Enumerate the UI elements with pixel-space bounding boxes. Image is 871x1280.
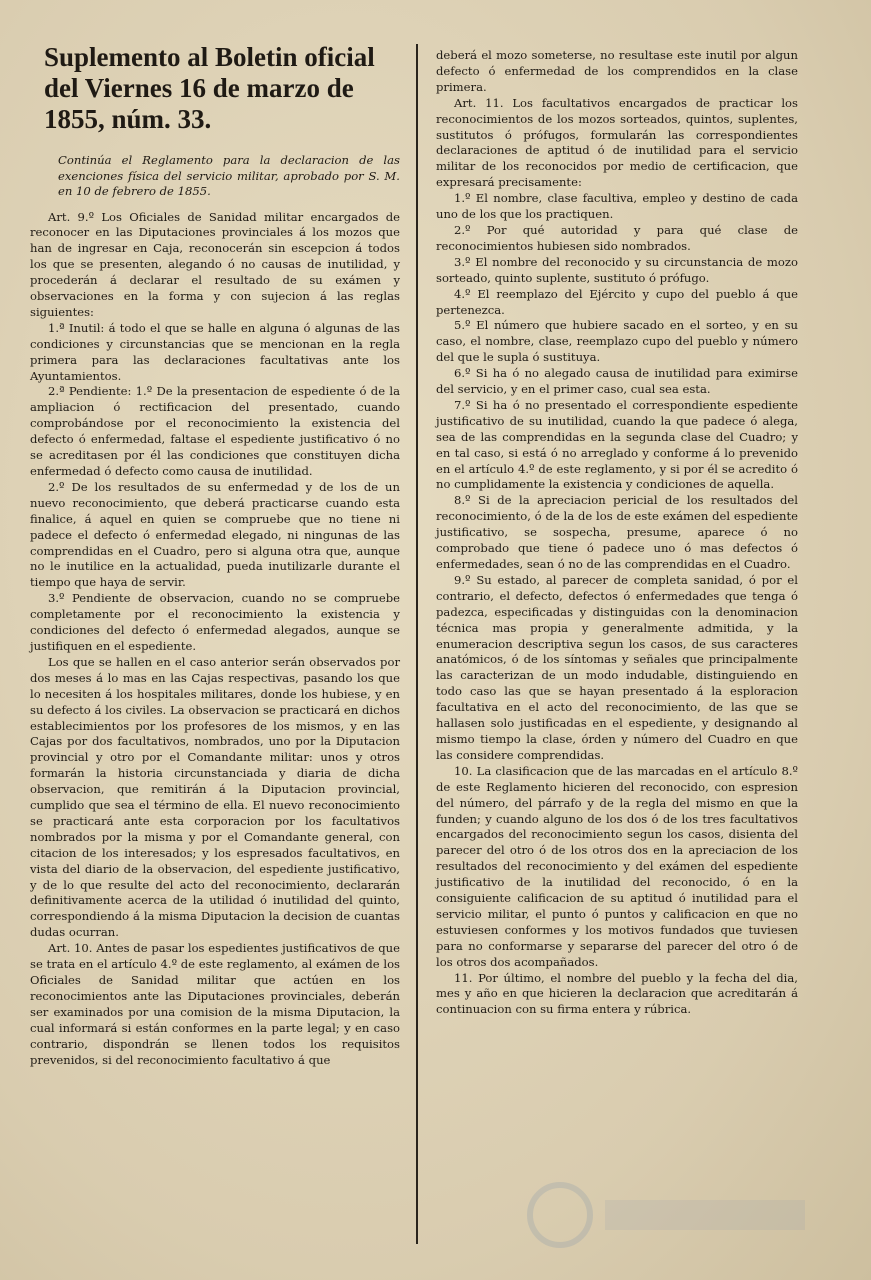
paragraph: 7.º Si ha ó no presentado el correspondiente espediente justificativo de su inutilidad, cuando la que padece ó alega, sea de las comprendidas en la segunda clase del Cuadro; y en tal caso, si está ó no arreglado y conforme á lo prevenido en el artículo 4.º de este reglamento, y si por él se acredito ó no cumplidamente la existencia y condiciones de aquella. xyxy=(436,397,798,492)
paragraph: Art. 10. Antes de pasar los espedientes justificativos de que se trata en el artículo 4.º de este reglamento, al exámen de los Oficiales de Sanidad militar que actúen en los reconocimientos ante las Diputaciones provinciales, deberán ser examinados por una comision de la misma Diputacion, la cual informará si están conformes en la parte legal; y en caso contrario, dispondrán se llenen todos los requisitos prevenidos, si del reconocimiento facultativo á que xyxy=(30,941,400,1067)
right-column xyxy=(436,0,798,1018)
watermark-logo xyxy=(520,1170,820,1260)
page-title xyxy=(44,42,400,135)
title-line-1: Suplemento al Boletin oficial xyxy=(44,42,375,72)
paragraph: 4.º El reemplazo del Ejército y cupo del pueblo á que pertenezca. xyxy=(436,286,798,317)
paragraph: deberá el mozo someterse, no resultase este inutil por algun defecto ó enfermedad de los comprendidos en la clase primera. xyxy=(436,48,798,94)
column-divider xyxy=(416,44,418,1244)
paragraph: 3.º Pendiente de observacion, cuando no se compruebe completamente por el reconocimiento la existencia y condiciones del defecto ó enfermedad alegados, aunque se justifiquen en el espediente. xyxy=(30,591,400,653)
paragraph: 9.º Su estado, al parecer de completa sanidad, ó por el contrario, el defecto, defectos ó enfermedades que tenga ó padezca, especificadas y distinguidas con la denominacion técnica mas propia y generalmente admitida, y la enumeracion descriptiva segun los casos, de sus caracteres anatómicos, ó de los síntomas y señales que principalmente las caracterizan de un modo indudable, distinguiendo en todo caso las que se hayan presentado á la esploracion facultativa en el acto del reconocimiento, de las que se hallasen solo justificadas en el espediente, y designando al mismo tiempo la clase, órden y número del Cuadro en que las considere comprendidas. xyxy=(436,572,798,762)
watermark-icon xyxy=(520,1170,820,1260)
paragraph: 2.ª Pendiente: 1.º De la presentacion de espediente ó de la ampliacion ó rectificacion del presentado, cuando comprobándose por el reconocimiento la existencia del defecto ó enfermedad, faltase el espediente justificativo ó no se acreditasen por él las condiciones que constituyen dicha enfermedad ó defecto como causa de inutilidad. xyxy=(30,384,400,478)
paragraph: 3.º El nombre del reconocido y su circunstancia de mozo sorteado, quinto suplente, sustituto ó prófugo. xyxy=(436,254,798,285)
paragraph: 2.º De los resultados de su enfermedad y de los de un nuevo reconocimiento, que deberá practicarse cuando esta finalice, á aquel en quien se compruebe que no tiene ni padece el defecto ó enfermedad elegado, ni ningunas de las comprendidas en el Cuadro, pero si alguna otra que, aunque no le inutilice en la actualidad, pueda inutilizarle durante el tiempo que haya de servir. xyxy=(30,479,400,590)
left-column xyxy=(30,0,400,1068)
paragraph: 1.ª Inutil: á todo el que se halle en alguna ó algunas de las condiciones y circunstancias que se mencionan en la regla primera para las declaraciones facultativas ante los Ayuntamientos. xyxy=(30,320,400,383)
paragraph: 11. Por último, el nombre del pueblo y la fecha del dia, mes y año en que hicieren la declaracion que acreditarán á continuacion con su firma entera y rúbrica. xyxy=(436,970,798,1017)
paragraph: 5.º El número que hubiere sacado en el sorteo, y en su caso, el nombre, clase, reemplazo cupo del pueblo y número del que le supla ó sustituya. xyxy=(436,318,798,365)
title-line-3: 1855, núm. 33. xyxy=(44,104,212,134)
paragraph: 1.º El nombre, clase facultiva, empleo y destino de cada uno de los que los practiquen. xyxy=(436,191,798,222)
paragraph: Art. 11. Los facultativos encargados de practicar los reconocimientos de los mozos sorteados, quintos, suplentes, sustitutos ó prófugos, formularán las correspondientes declaraciones de aptitud ó de inutilidad para el servicio militar de los reconocidos por medio de certificacion, que expresará precisamente: xyxy=(436,95,798,190)
paragraph: 10. La clasificacion que de las marcadas en el artículo 8.º de este Reglamento hicieren del reconocido, con espresion del número, del párrafo y de la regla del mismo en que la funden; y cuando alguno de los dos ó de los tres facultativos encargados del reconocimiento segun los casos, disienta del parecer del otro ó de los otros dos en la apreciacion de los resultados del reconocimiento y del exámen del espediente justificativo de la inutilidad del reconocido, ó en la consiguiente calificacion de su aptitud ó inutilidad para el servicio militar, el punto ó puntos y calificacion en que no estuviesen conformes y los motivos fundados que tuviesen para no conformarse y separarse del parecer del otro ó de los otros dos acompañados. xyxy=(436,763,798,969)
paragraph: 8.º Si de la apreciacion pericial de los resultados del reconocimiento, ó de la de los de este exámen del espediente justificativo, se sospecha, presume, aparece ó no comprobado que tiene ó padece uno ó mas defectos ó enfermedades, sean ó no de las comprendidas en el Cuadro. xyxy=(436,493,798,571)
paragraph: 6.º Si ha ó no alegado causa de inutilidad para eximirse del servicio, y en el primer caso, cual sea esta. xyxy=(436,366,798,397)
paragraph: 2.º Por qué autoridad y para qué clase de reconocimientos hubiesen sido nombrados. xyxy=(436,222,798,253)
paragraph: Art. 9.º Los Oficiales de Sanidad militar encargados de reconocer en las Diputaciones provinciales á los mozos que han de ingresar en Caja, reconocerán sin escepcion á todos los que se presenten, alegando ó no causas de inutilidad, y procederán á declarar el resultado de su exámen y observaciones en la forma y con sujecion á las reglas siguientes: xyxy=(30,209,400,319)
subtitle: Continúa el Reglamento para la declaracion de las exenciones física del servicio militar, aprobado por S. M. en 10 de febrero de 1855. xyxy=(58,153,400,198)
paragraph: Los que se hallen en el caso anterior serán observados por dos meses á lo mas en las Cajas respectivas, pasando los que lo necesiten á los hospitales militares, donde los hubiese, y en su defecto á los civiles. La observacion se practicará en dichos establecimientos por los profesores de los mismos, y en las Cajas por dos facultativos, nombrados, uno por la Diputacion provincial y otro por el Comandante militar: unos y otros formarán la historia circunstanciada y diaria de dicha observacion, que remitirán á la Diputacion provincial, cumplido que sea el término de ella. El nuevo reconocimiento se practicará ante esta corporacion por los facultativos nombrados por la misma y por el Comandante general, con citacion de los interesados; y los espresados facultativos, en vista del diario de la observacion, del espediente justificativo, y de lo que resulte del acto del reconocimiento, declararán definitivamente acerca de la utilidad ó inutilidad del quinto, correspondiendo á la misma Diputacion la decision de cuantas dudas ocurran. xyxy=(30,654,400,940)
title-line-2: del Viernes 16 de marzo de xyxy=(44,73,354,103)
